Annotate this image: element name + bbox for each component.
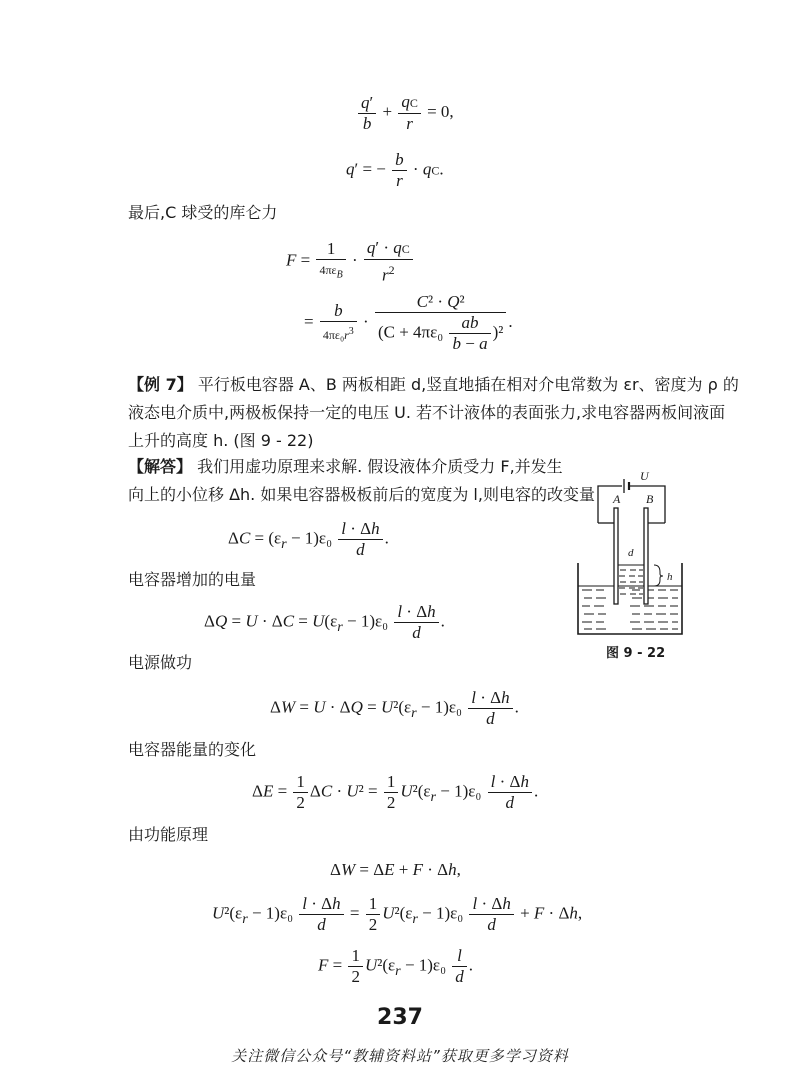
- solution-line-2: 向上的小位移 Δh. 如果电容器极板前后的宽度为 l,则电容的改变量: [128, 485, 595, 504]
- equation-6: $\Delta Q = U \cdot \Delta C = U(\varepsilon_r - 1)\varepsilon_0$ $\frac{l \cdot \Delta h}{d}$ .: [204, 602, 445, 642]
- equation-9: ΔW = ΔE + F · Δh,: [330, 860, 461, 879]
- plate-A: [614, 508, 618, 604]
- page-number: 237: [377, 1005, 423, 1030]
- label-U: U: [640, 469, 649, 483]
- example-line-2: 液态电介质中,两极板保持一定的电压 U. 若不计液体的表面张力,求电容器两板间液面: [128, 403, 726, 422]
- lastly-text: 最后,C 球受的库仑力: [128, 203, 278, 222]
- circuit-wire: [598, 486, 665, 523]
- solution-tag: 【解答】: [128, 457, 193, 476]
- energy-change-text: 电容器能量的变化: [128, 740, 257, 759]
- label-B: B: [646, 492, 654, 506]
- example-tag: 【例 7】: [128, 375, 193, 394]
- equation-11: F = $\frac{1}{2}$ $U^2(\varepsilon_r - 1)\varepsilon_0$ $\frac{l}{d}$ .: [318, 946, 474, 986]
- liquid-outside: [582, 590, 678, 629]
- example-line-3: 上升的高度 h. (图 9 - 22): [128, 431, 314, 450]
- plate-B: [644, 508, 648, 604]
- equation-2: q′ = − $\frac{b}{r}$ · qC.: [346, 150, 444, 190]
- label-A: A: [613, 492, 621, 506]
- equation-10: $U^2(\varepsilon_r - 1)\varepsilon_0$ $\frac{l \cdot \Delta h}{d}$ = $\frac{1}{2}$ $U^2(\varepsilon_r - 1)\varepsilon_0$ $\frac{l \cdot \Delta h}{d}$ + F · Δh,: [212, 894, 583, 934]
- charge-increase-text: 电容器增加的电量: [128, 570, 257, 589]
- footer-watermark: 关注微信公众号“教辅资料站”获取更多学习资料: [231, 1047, 569, 1065]
- equation-3: F = $\frac{1}{4\pi\varepsilon_B}$ · $\frac{q' \cdot qC}{r^2}$: [286, 238, 415, 286]
- example-line-1: 【例 7】 平行板电容器 A、B 两板相距 d,竖直地插在相对介电常数为 εr、密度为 ρ 的: [128, 375, 739, 394]
- label-d: d: [628, 547, 634, 559]
- figure-caption: 图 9 - 22: [606, 646, 666, 661]
- equation-8: ΔE = $\frac{1}{2}$ ΔC · U² = $\frac{1}{2}$ $U^2(\varepsilon_r - 1)\varepsilon_0$ $\frac{l \cdot \Delta h}{d}$ .: [252, 772, 539, 812]
- equation-7: $\Delta W = U \cdot \Delta Q = U^2(\varepsilon_r - 1)\varepsilon_0$ $\frac{l \cdot \Delta h}{d}$ .: [270, 688, 519, 728]
- figure-capacitor-diagram: [570, 468, 690, 638]
- height-bracket: [654, 565, 663, 586]
- equation-1: $\frac{q'}{b}$ + $\frac{qC}{r}$ = 0,: [356, 92, 454, 134]
- liquid-between-plates: [618, 565, 644, 594]
- label-h: h: [667, 571, 673, 583]
- solution-line-1: 【解答】 我们用虚功原理来求解. 假设液体介质受力 F,并发生: [128, 457, 563, 476]
- work-energy-text: 由功能原理: [128, 825, 209, 844]
- equation-5: $\Delta C = (\varepsilon_r - 1)\varepsilon_0$ $\frac{l \cdot \Delta h}{d}$ .: [228, 519, 389, 559]
- source-work-text: 电源做功: [128, 653, 193, 672]
- equation-4: = $\frac{b}{4\pi\varepsilon_0r^3}$ · C² · Q² (C + 4πε₀ $\frac{ab}{b - a}$ )² .: [304, 292, 513, 353]
